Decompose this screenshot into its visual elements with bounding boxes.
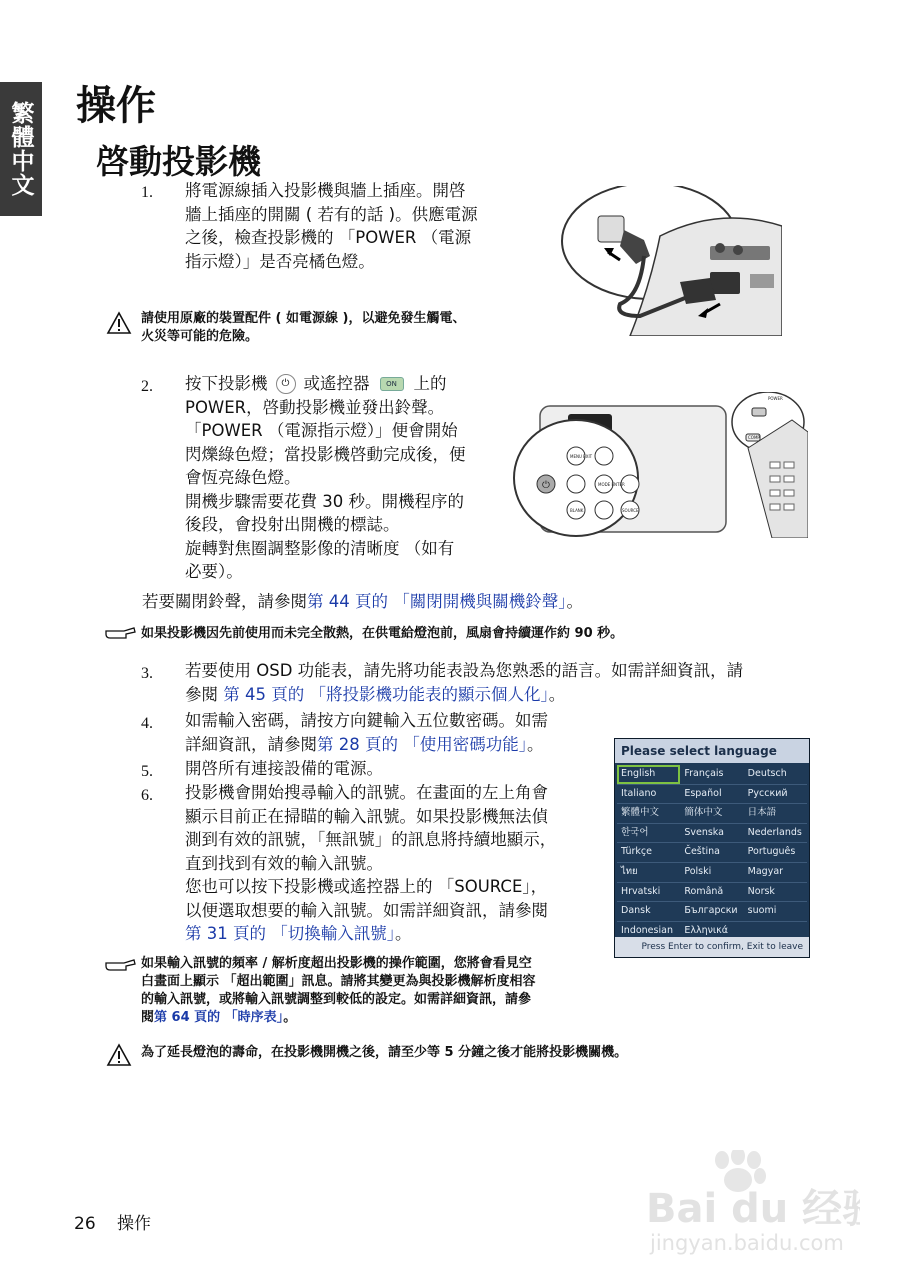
- footer-chapter: 操作: [117, 1214, 152, 1234]
- warning-line: 火災等可能的危險。: [141, 329, 259, 344]
- language-option[interactable]: Русский: [747, 787, 788, 799]
- step-2-line: 「POWER （電源指示燈）」便會開始: [185, 421, 458, 440]
- step-2-line: POWER，啓動投影機並發出鈴聲。: [185, 397, 445, 417]
- step-1-line: 之後，檢查投影機的 「POWER （電源: [185, 228, 472, 247]
- note-2-post: 。: [283, 1010, 297, 1025]
- step-6-last-line: [185, 922, 605, 946]
- language-option[interactable]: Français: [684, 768, 724, 779]
- language-option-selected[interactable]: English: [617, 765, 680, 784]
- step-4-post: 。: [526, 734, 544, 754]
- beep-link[interactable]: 第 44 頁的 「關閉開機與關機鈴聲」: [307, 592, 567, 611]
- language-row: [617, 863, 807, 883]
- step-4-line-2: [185, 733, 605, 757]
- language-option[interactable]: Čeština: [684, 846, 720, 858]
- step-6-line: 直到找到有效的輸入訊號。: [185, 853, 383, 873]
- language-option[interactable]: Nederlands: [747, 826, 802, 838]
- language-grid: [617, 765, 807, 941]
- step-2-text: [185, 372, 505, 584]
- step-6-line: 以便選取想要的輸入訊號。如需詳細資訊，請參閱: [185, 900, 548, 920]
- step-3-link[interactable]: 第 45 頁的 「將投影機功能表的顯示個人化」: [223, 684, 549, 704]
- language-row: [617, 804, 807, 824]
- step-3-pre: 參閱: [185, 684, 224, 704]
- power-label: POWER: [768, 396, 783, 401]
- language-option[interactable]: Deutsch: [747, 768, 787, 779]
- step-4-text: [185, 709, 605, 756]
- language-select-menu: [614, 738, 810, 958]
- step-4-pre: 詳細資訊，請參閱: [185, 734, 317, 754]
- page-number: 26: [74, 1214, 96, 1234]
- power-cord-illustration: [560, 186, 782, 336]
- step-3-line: 若要使用 OSD 功能表，請先將功能表設為您熟悉的語言。如需詳細資訊，請: [185, 661, 744, 680]
- page-title: 操作: [76, 83, 156, 129]
- language-option[interactable]: Türkçe: [621, 846, 652, 858]
- warning-note-1: [141, 310, 521, 346]
- step-2-line: 旋轉對焦圈調整影像的清晰度 （如有: [185, 538, 455, 558]
- projector-remote-illustration: [512, 392, 808, 538]
- beep-reference: [142, 590, 583, 614]
- step-4-line: 如需輸入密碼，請按方向鍵輸入五位數密碼。如需: [185, 711, 548, 730]
- step-2-number: 2.: [141, 378, 153, 395]
- watermark-brand: Bai du 经验: [646, 1186, 860, 1232]
- comp-label: COMP: [748, 435, 760, 440]
- step-4-link[interactable]: 第 28 頁的 「使用密碼功能」: [317, 734, 527, 754]
- language-option[interactable]: 簡体中文: [684, 807, 723, 819]
- note-2: [141, 955, 611, 1027]
- language-option[interactable]: Română: [684, 885, 724, 897]
- language-option[interactable]: Dansk: [621, 905, 651, 917]
- language-option[interactable]: Български: [684, 905, 738, 917]
- note-2-pre: 閱: [141, 1010, 155, 1025]
- language-option[interactable]: 日本語: [747, 807, 777, 819]
- step-5-number: 5.: [141, 763, 153, 780]
- language-option[interactable]: Português: [747, 846, 796, 858]
- step-1-text: [185, 179, 515, 273]
- beep-text-end: 。: [566, 592, 583, 611]
- warning-note-2: 為了延長燈泡的壽命，在投影機開機之後，請至少等 5 分鐘之後才能將投影機關機。: [141, 1045, 628, 1060]
- language-option[interactable]: Hrvatski: [621, 885, 661, 897]
- section-title: 啓動投影機: [96, 142, 261, 181]
- step-1-line: 指示燈）」是否亮橘色燈。: [185, 251, 375, 271]
- language-row: [617, 824, 807, 844]
- language-menu-title: Please select language: [615, 739, 809, 763]
- note-2-line: 白畫面上顯示 「超出範圍」訊息。請將其變更為與投影機解析度相容: [141, 974, 536, 989]
- language-menu-footer: Press Enter to confirm, Exit to leave: [615, 937, 809, 957]
- language-row: [617, 902, 807, 922]
- step-3-text: [185, 659, 805, 706]
- language-option[interactable]: 繁體中文: [621, 807, 660, 819]
- step-6-line: 投影機會開始搜尋輸入的訊號。在畫面的左上角會: [185, 783, 548, 802]
- language-side-tab: 繁體中文: [0, 82, 42, 216]
- step-2-line: 後段，會投射出開機的標誌。: [185, 515, 400, 534]
- language-option[interactable]: Norsk: [747, 885, 775, 897]
- note-2-line: 的輸入訊號，或將輸入訊號調整到較低的設定。如需詳細資訊，請參: [141, 992, 532, 1007]
- step-6-line: 顯示目前正在掃瞄的輸入訊號。如果投影機無法偵: [185, 806, 548, 826]
- step-2-line: 必要）。: [185, 562, 243, 581]
- warning-line: 請使用原廠的裝置配件 ( 如電源線 )，以避免發生觸電、: [141, 311, 466, 326]
- warning-icon: [106, 311, 132, 335]
- mode-label: MODE ENTER: [598, 482, 625, 487]
- language-option[interactable]: Indonesian: [621, 924, 673, 936]
- source-label: SOURCE: [622, 508, 639, 513]
- blank-label: BLANK: [570, 508, 584, 513]
- page-footer: [74, 1209, 151, 1234]
- step-2-text-a: 按下投影機: [185, 374, 268, 393]
- step-6-line: 您也可以按下投影機或遙控器上的 「SOURCE」，: [185, 877, 548, 896]
- step-6-number: 6.: [141, 787, 153, 804]
- note-2-last-line: [141, 1009, 611, 1027]
- note-2-line: 如果輸入訊號的頻率 / 解析度超出投影機的操作範圍，您將會看見空: [141, 956, 532, 971]
- menu-label: MENU EXIT: [570, 454, 593, 459]
- step-5-text: 開啓所有連接設備的電源。: [185, 759, 383, 778]
- watermark-url: jingyan.baidu.com: [650, 1231, 844, 1255]
- step-2-line: 開機步驟需要花費 30 秒。開機程序的: [185, 491, 464, 511]
- step-2-line: 會恆亮綠色燈。: [185, 468, 301, 487]
- step-6-link[interactable]: 第 31 頁的 「切換輸入訊號」: [185, 924, 395, 943]
- language-option[interactable]: Ελληνικά: [684, 924, 728, 936]
- step-2-text-b: 或遙控器: [303, 374, 370, 393]
- step-4-number: 4.: [141, 715, 153, 732]
- language-row: [617, 883, 807, 903]
- baidu-watermark: [640, 1150, 860, 1260]
- language-option[interactable]: Magyar: [747, 865, 784, 877]
- language-option[interactable]: 한국어: [621, 826, 649, 838]
- note-hand-icon: [104, 957, 136, 973]
- warning-icon: [106, 1043, 132, 1067]
- step-3-post: 。: [548, 684, 566, 704]
- step-1-number: 1.: [141, 184, 153, 201]
- step-1-line: 將電源線插入投影機與牆上插座。開啓: [185, 181, 466, 200]
- step-2-line: 閃爍綠色燈；當投影機啓動完成後，便: [185, 444, 466, 464]
- step-6-line: 測到有效的訊號，「無訊號」的訊息將持續地顯示，: [185, 830, 557, 849]
- language-option[interactable]: Español: [684, 787, 722, 799]
- step-6-post: 。: [394, 924, 412, 943]
- note-2-link[interactable]: 第 64 頁的 「時序表」: [154, 1010, 284, 1025]
- note-1: 如果投影機因先前使用而未完全散熱，在供電給燈泡前，風扇會持續運作約 90 秒。: [141, 626, 624, 641]
- step-2-first-line: [185, 372, 505, 396]
- step-1-line: 牆上插座的開關 ( 若有的話 )。供應電源: [185, 204, 478, 224]
- note-hand-icon: [104, 625, 136, 641]
- language-row: [617, 765, 807, 785]
- language-option[interactable]: ไทย: [621, 865, 638, 877]
- projector-power-icon: ⏻: [276, 374, 296, 394]
- baidu-paw-logo: [640, 1150, 860, 1260]
- language-option[interactable]: Italiano: [621, 787, 657, 799]
- language-option[interactable]: suomi: [747, 905, 777, 917]
- step-3-line-2: [185, 683, 805, 707]
- language-row: [617, 785, 807, 805]
- step-3-number: 3.: [141, 665, 153, 682]
- language-option[interactable]: Polski: [684, 865, 712, 877]
- step-6-text: [185, 781, 605, 946]
- remote-on-button-icon: ON: [380, 377, 404, 391]
- svg-text:⏻: ⏻: [542, 480, 550, 491]
- language-option[interactable]: Svenska: [684, 826, 724, 838]
- language-row: [617, 843, 807, 863]
- beep-text: 若要關閉鈴聲，請參閱: [142, 592, 307, 611]
- step-2-text-c: 上的: [413, 374, 447, 393]
